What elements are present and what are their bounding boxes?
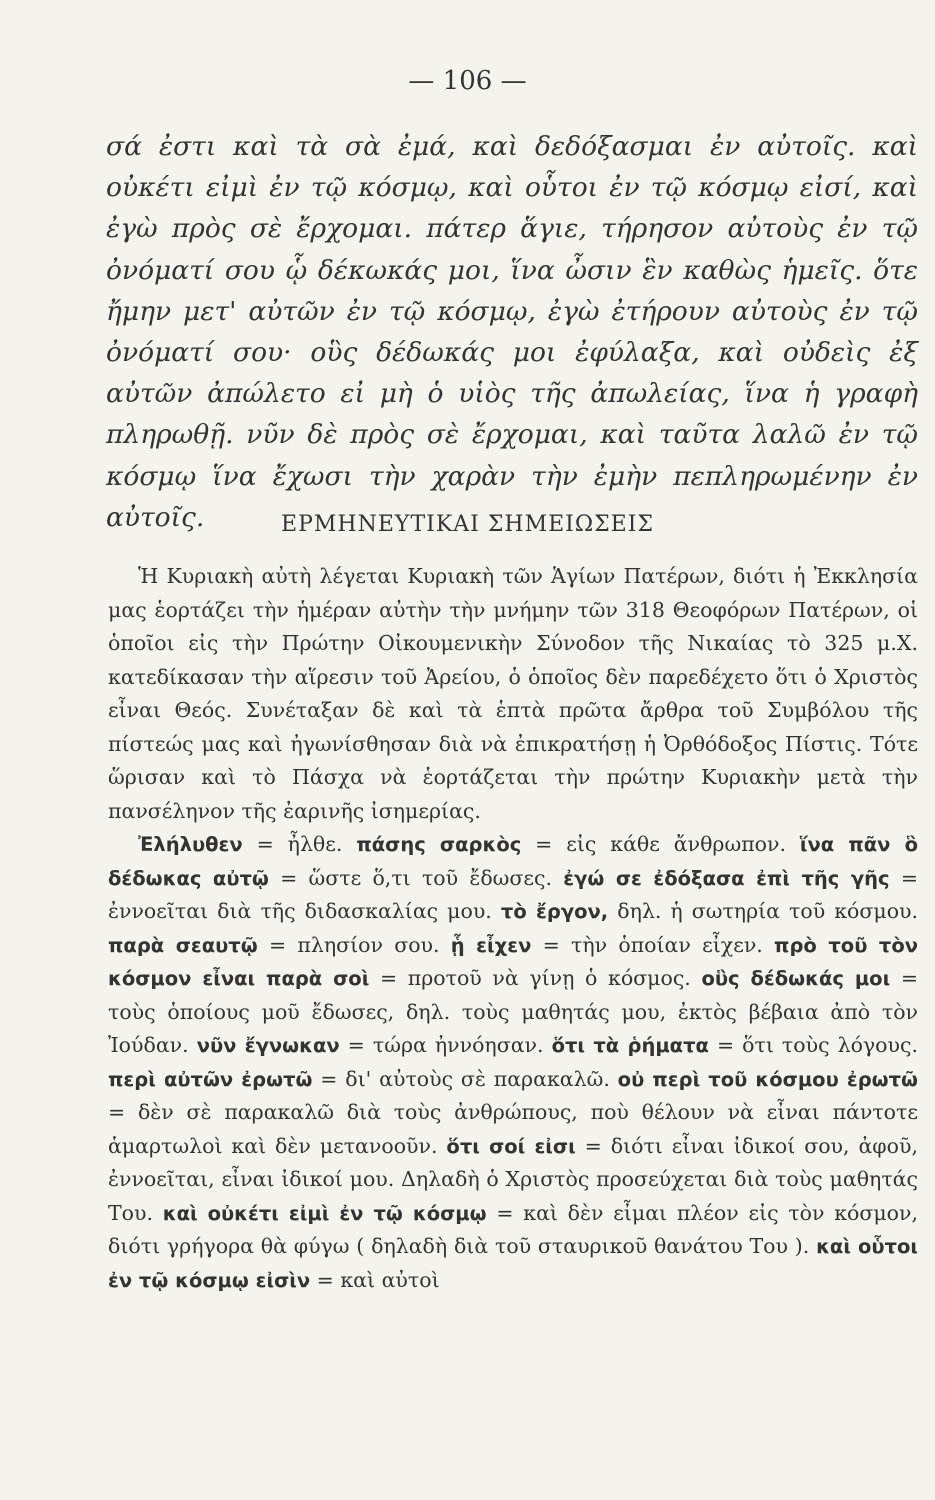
gloss-term: καὶ οὐκέτι εἰμὶ ἐν τῷ κόσμῳ <box>162 1201 487 1225</box>
gloss-meaning: = δὲν σὲ παρακαλῶ διὰ τοὺς ἀνθρώπους, ποὺ θέλουν νὰ εἶναι πάντοτε ἁμαρτωλοὶ καὶ δὲν μετανοοῦν. <box>108 1100 918 1158</box>
gloss-meaning: = τὴν ὁποίαν εἶχεν. <box>531 932 775 957</box>
gloss-meaning: = δι' αὐτοὺς σὲ παρακαλῶ. <box>312 1066 618 1091</box>
scripture-text: σά ἐστι καὶ τὰ σὰ ἐμά, καὶ δεδόξασμαι ἐν αὐτοῖς. καὶ οὐκέτι εἰμὶ ἐν τῷ κόσμῳ, καὶ οὗτοι ἐν τῷ κόσμῳ εἰσί, καὶ ἐγὼ πρὸς σὲ ἔρχομαι. πάτερ ἅγιε, τήρησον αὐτοὺς ἐν τῷ ὀνόματί σου ᾧ δέκωκάς μοι, ἵνα ὦσιν ἓν καθὼς ἡμεῖς. ὅτε ἤμην μετ' αὐτῶν ἐν τῷ κόσμῳ, ἐγὼ ἐτήρουν αὐτοὺς ἐν τῷ ὀνόματί σου· οὓς δέδωκάς μοι ἐφύλαξα, καὶ οὐδεὶς ἐξ αὐτῶν ἀπώλετο εἰ μὴ ὁ υἱὸς τῆς ἀπωλείας, ἵνα ἡ γραφὴ πληρωθῇ. νῦν δὲ πρὸς σὲ ἔρχομαι, καὶ ταῦτα λαλῶ ἐν τῷ κόσμῳ ἵνα ἔχωσι τὴν χαρὰν τὴν ἐμὴν πεπληρωμένην ἐν αὐτοῖς. <box>106 131 918 533</box>
gloss-term: νῦν ἔγνωκαν <box>196 1034 340 1057</box>
gloss-term: πρὸ τοῦ τὸν κόσμον εἶναι παρὰ σοὶ <box>108 933 919 990</box>
page-number: — 106 — <box>408 66 527 96</box>
gloss-meaning: = ἐννοεῖται διὰ τῆς διδασκαλίας μου. <box>108 865 919 923</box>
gloss-term: περὶ αὐτῶν ἐρωτῶ <box>108 1067 313 1091</box>
gloss-meaning: = διότι εἶναι ἰδικοί σου, ἀφοῦ, ἐννοεῖται, εἶναι ἰδικοί μου. Δηλαδὴ ὁ Χριστὸς προσεύχεται διὰ τοὺς μαθητάς Του. <box>108 1133 918 1225</box>
gloss-term: ᾗ εἶχεν <box>450 933 532 957</box>
gloss-meaning: = ὥστε ὅ,τι τοῦ ἔδωσες. <box>268 865 564 890</box>
gloss-meaning: = ὅτι τοὺς λόγους. <box>708 1033 918 1057</box>
gloss-term: πάσης σαρκὸς <box>356 833 522 856</box>
gloss-term: ἵνα πᾶν ὃ δέδωκας αὐτῷ <box>108 833 918 890</box>
gloss-meaning: = τώρα ἠννόησαν. <box>339 1033 552 1057</box>
gloss-term: παρὰ σεαυτῷ <box>108 933 258 957</box>
gloss-term: ὅτι σοί εἰσι <box>446 1134 576 1158</box>
gloss-meaning: δηλ. ἡ σωτηρία τοῦ κόσμου. <box>608 899 919 923</box>
gloss-term: Ἐλήλυθεν <box>138 833 243 856</box>
gloss-term: ὅτι τὰ ῥήματα <box>551 1034 709 1057</box>
gloss-meaning: = εἰς κάθε ἄνθρωπον. <box>521 832 800 856</box>
gloss-term: οὓς δέδωκάς μοι <box>701 967 891 990</box>
gloss-term: τὸ ἔργον, <box>500 900 609 923</box>
intro-paragraph: Ἡ Κυριακὴ αὐτὴ λέγεται Κυριακὴ τῶν Ἁγίων Πατέρων, διότι ἡ Ἐκκλησία μας ἑορτάζει τὴν ἡμέραν αὐτὴν τὴν μνήμην τῶν 318 Θεοφόρων Πατέρων, οἱ ὁποῖοι εἰς τὴν Πρώτην Οἰκουμενικὴν Σύνοδον τῆς Νικαίας τὸ 325 μ.Χ. κατεδίκασαν τὴν αἵρεσιν τοῦ Ἀρείου, ὁ ὁποῖος δὲν παρεδέχετο ὅτι ὁ Χριστὸς εἶναι Θεός. Συνέταξαν δὲ καὶ τὰ ἑπτὰ πρῶτα ἄρθρα τοῦ Συμβόλου τῆς πίστεώς μας καὶ ἠγωνίσθησαν διὰ νὰ ἐπικρατήσῃ ἡ Ὀρθόδοξος Πίστις. Τότε ὥρισαν καὶ τὸ Πάσχα νὰ ἑορτάζεται τὴν πρώτην Κυριακὴν μετὰ τὴν πανσέληνον τῆς ἐαρινῆς ἰσημερίας. <box>108 564 918 823</box>
gloss-term: καὶ οὗτοι ἐν τῷ κόσμῳ εἰσὶν <box>108 1235 918 1292</box>
gloss-meaning: = καὶ αὐτοὶ <box>310 1267 440 1292</box>
section-heading: ΕΡΜΗΝΕΥΤΙΚΑΙ ΣΗΜΕΙΩΣΕΙΣ <box>281 512 654 537</box>
gloss-meaning: = τοὺς ὁποίους μοῦ ἔδωσες, δηλ. τοὺς μαθητάς μου, ἐκτὸς βέβαια ἀπὸ τὸν Ἰούδαν. <box>108 966 918 1057</box>
gloss-meaning: = καὶ δὲν εἶμαι πλέον εἰς τὸν κόσμον, διότι γρήγορα θὰ φύγω ( δηλαδὴ διὰ τοῦ σταυρικοῦ θανάτου Του ). <box>108 1200 918 1258</box>
gloss-term: ἐγώ σε ἐδόξασα ἐπὶ τῆς γῆς <box>563 866 890 890</box>
gloss-meaning: = ἦλθε. <box>242 832 357 856</box>
notes-section <box>108 560 918 1297</box>
glosses-paragraph <box>108 828 918 1297</box>
gloss-term: οὐ περὶ τοῦ κόσμου ἐρωτῶ <box>617 1067 919 1091</box>
gloss-meaning: = πλησίον σου. <box>257 932 451 957</box>
gloss-meaning: = προτοῦ νὰ γίνῃ ὁ κόσμος. <box>369 966 702 990</box>
